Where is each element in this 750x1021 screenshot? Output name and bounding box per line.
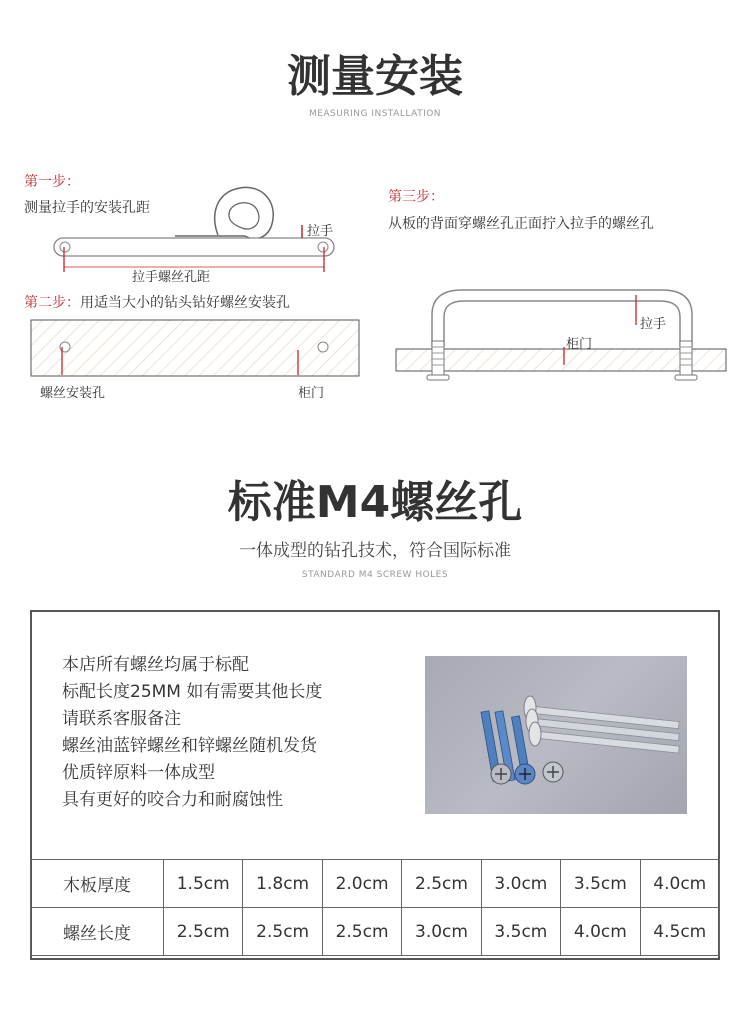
step2-label: 第二步： bbox=[24, 295, 80, 311]
table-cell: 3.0cm bbox=[402, 908, 481, 956]
table-cell: 2.5cm bbox=[402, 860, 481, 908]
table-cell: 3.5cm bbox=[561, 860, 640, 908]
step3-handle-label: 拉手 bbox=[640, 317, 667, 332]
note-line: 请联系客服备注 bbox=[62, 709, 181, 729]
step2-heading bbox=[24, 292, 290, 312]
row-header-board-thickness: 木板厚度 bbox=[31, 860, 164, 908]
installed-handle-illustration bbox=[392, 285, 728, 385]
step1-label: 第一步： bbox=[24, 174, 80, 190]
step3-door-label: 柜门 bbox=[566, 337, 593, 352]
table-cell: 4.0cm bbox=[640, 860, 719, 908]
table-cell: 3.0cm bbox=[481, 860, 560, 908]
table-cell: 1.5cm bbox=[164, 860, 243, 908]
step3-label: 第三步： bbox=[388, 189, 444, 205]
step2-door-label: 柜门 bbox=[298, 386, 325, 401]
step3-text: 从板的背面穿螺丝孔正面拧入拉手的螺丝孔 bbox=[388, 216, 654, 232]
handle-bar-shape bbox=[54, 238, 334, 256]
table-cell: 2.5cm bbox=[322, 908, 401, 956]
step2-text: 用适当大小的钻头钻好螺丝安装孔 bbox=[80, 295, 290, 311]
note-line: 标配长度25MM 如有需要其他长度 bbox=[62, 682, 323, 702]
note-line: 优质锌原料一体成型 bbox=[62, 763, 215, 783]
table-row bbox=[31, 860, 720, 908]
table-row bbox=[31, 908, 720, 956]
note-line: 具有更好的咬合力和耐腐蚀性 bbox=[62, 790, 283, 810]
step1-distance-label: 拉手螺丝孔距 bbox=[132, 270, 211, 285]
screws-photo bbox=[425, 656, 687, 814]
table-cell: 4.5cm bbox=[640, 908, 719, 956]
screw-hole-left bbox=[60, 242, 70, 252]
step1-handle-label: 拉手 bbox=[307, 224, 334, 239]
section-subtitle-measuring: MEASURING INSTALLATION bbox=[308, 109, 442, 119]
note-line: 本店所有螺丝均属于标配 bbox=[62, 655, 249, 675]
screw-spec-panel bbox=[30, 610, 720, 960]
cabinet-door-board bbox=[31, 320, 359, 376]
step2-hole-label: 螺丝安装孔 bbox=[40, 386, 106, 401]
section-subtitle-screw-holes: STANDARD M4 SCREW HOLES bbox=[301, 570, 449, 580]
table-cell: 2.0cm bbox=[322, 860, 401, 908]
section-title-measuring: 测量安装 bbox=[287, 51, 463, 102]
note-line: 螺丝油蓝锌螺丝和锌螺丝随机发货 bbox=[62, 736, 317, 756]
step1-text: 测量拉手的安装孔距 bbox=[24, 200, 150, 216]
table-cell: 2.5cm bbox=[243, 908, 322, 956]
screw-hole-right bbox=[318, 242, 328, 252]
table-cell: 1.8cm bbox=[243, 860, 322, 908]
table-cell: 3.5cm bbox=[481, 908, 560, 956]
screws-image bbox=[425, 656, 687, 814]
cabinet-door-board-installed bbox=[396, 349, 726, 371]
section-tagline: 一体成型的钻孔技术，符合国际标准 bbox=[239, 541, 511, 561]
table-cell: 2.5cm bbox=[164, 908, 243, 956]
drill-hole-right bbox=[318, 342, 328, 352]
screw-icon bbox=[524, 696, 679, 753]
section-title-screw-holes: 标准M4螺丝孔 bbox=[227, 477, 523, 528]
row-header-screw-length: 螺丝长度 bbox=[31, 908, 164, 956]
table-cell: 4.0cm bbox=[561, 908, 640, 956]
notes-list bbox=[62, 652, 322, 814]
spec-table bbox=[30, 859, 720, 956]
